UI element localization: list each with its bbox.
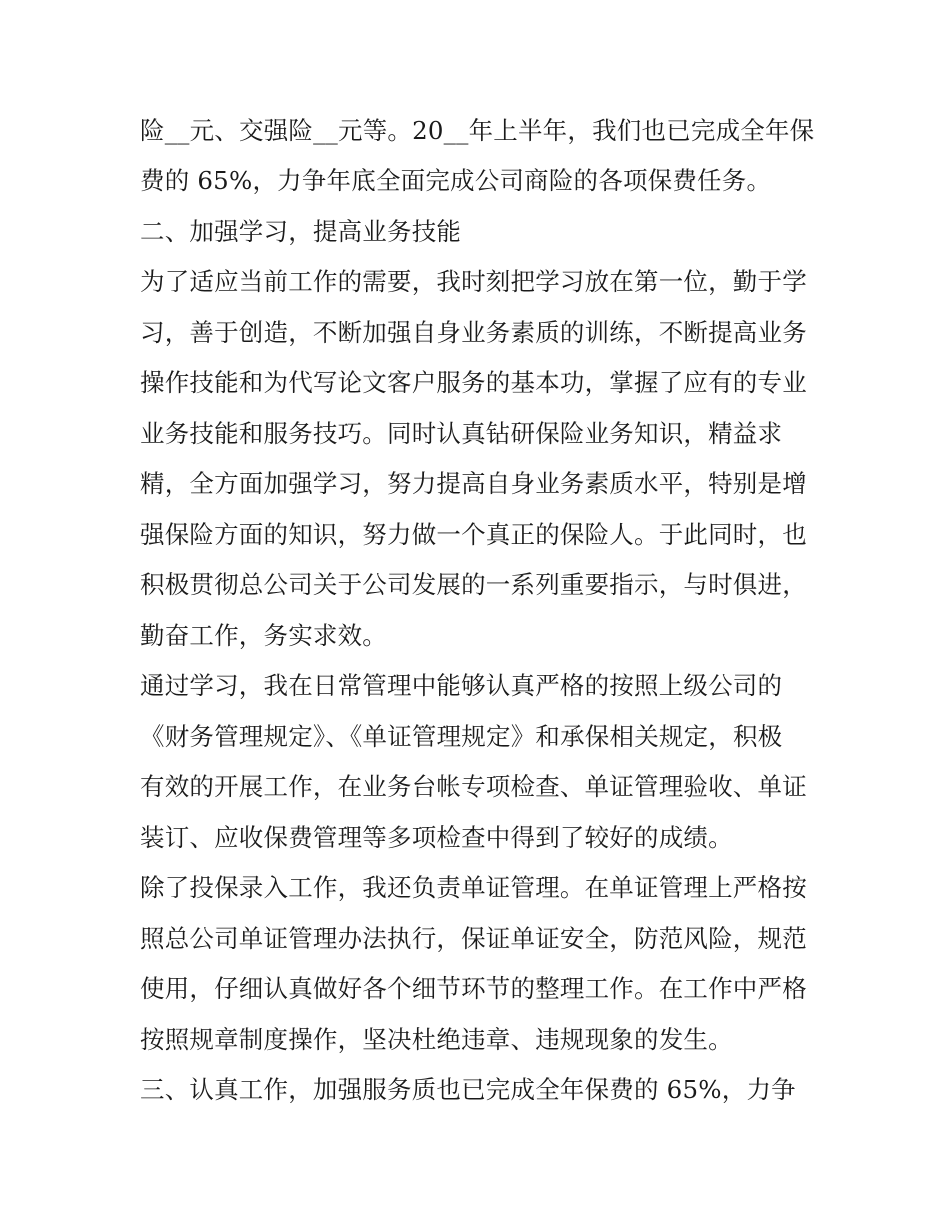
text-line: 精，全方面加强学习，努力提高自身业务素质水平，特别是增 <box>140 469 807 498</box>
text-line: 通过学习，我在日常管理中能够认真严格的按照上级公司的 <box>140 671 783 700</box>
text-line: 为了适应当前工作的需要，我时刻把学习放在第一位，勤于学 <box>140 267 807 296</box>
section-heading: 二、加强学习，提高业务技能 <box>140 217 462 246</box>
text-line: 除了投保录入工作，我还负责单证管理。在单证管理上严格按 <box>140 873 807 902</box>
text-line: 习，善于创造，不断加强自身业务素质的训练，不断提高业务 <box>140 318 807 347</box>
text-line: 险__元、交强险__元等。20__年上半年，我们也已完成全年保 <box>140 116 815 145</box>
text-line: 照总公司单证管理办法执行，保证单证安全，防范风险，规范 <box>140 924 807 953</box>
text-line: 强保险方面的知识，努力做一个真正的保险人。于此同时，也 <box>140 520 807 549</box>
section-heading: 三、认真工作，加强服务质也已完成全年保费的 65%，力争 <box>140 1075 796 1104</box>
text-line: 使用，仔细认真做好各个细节环节的整理工作。在工作中严格 <box>140 974 807 1003</box>
text-line: 费的 65%，力争年底全面完成公司商险的各项保费任务。 <box>140 166 772 195</box>
text-line: 勤奋工作，务实求效。 <box>140 621 387 650</box>
text-line: 装订、应收保费管理等多项检查中得到了较好的成绩。 <box>140 823 733 852</box>
text-line: 操作技能和为代写论文客户服务的基本功，掌握了应有的专业 <box>140 368 807 397</box>
text-line: 有效的开展工作，在业务台帐专项检查、单证管理验收、单证 <box>140 772 807 801</box>
text-line: 积极贯彻总公司关于公司发展的一系列重要指示，与时俱进， <box>140 570 807 599</box>
text-line: 《财务管理规定》、《单证管理规定》和承保相关规定，积极 <box>140 722 783 751</box>
text-line: 按照规章制度操作，坚决杜绝违章、违规现象的发生。 <box>140 1025 733 1054</box>
text-line: 业务技能和服务技巧。同时认真钻研保险业务知识，精益求 <box>140 419 783 448</box>
